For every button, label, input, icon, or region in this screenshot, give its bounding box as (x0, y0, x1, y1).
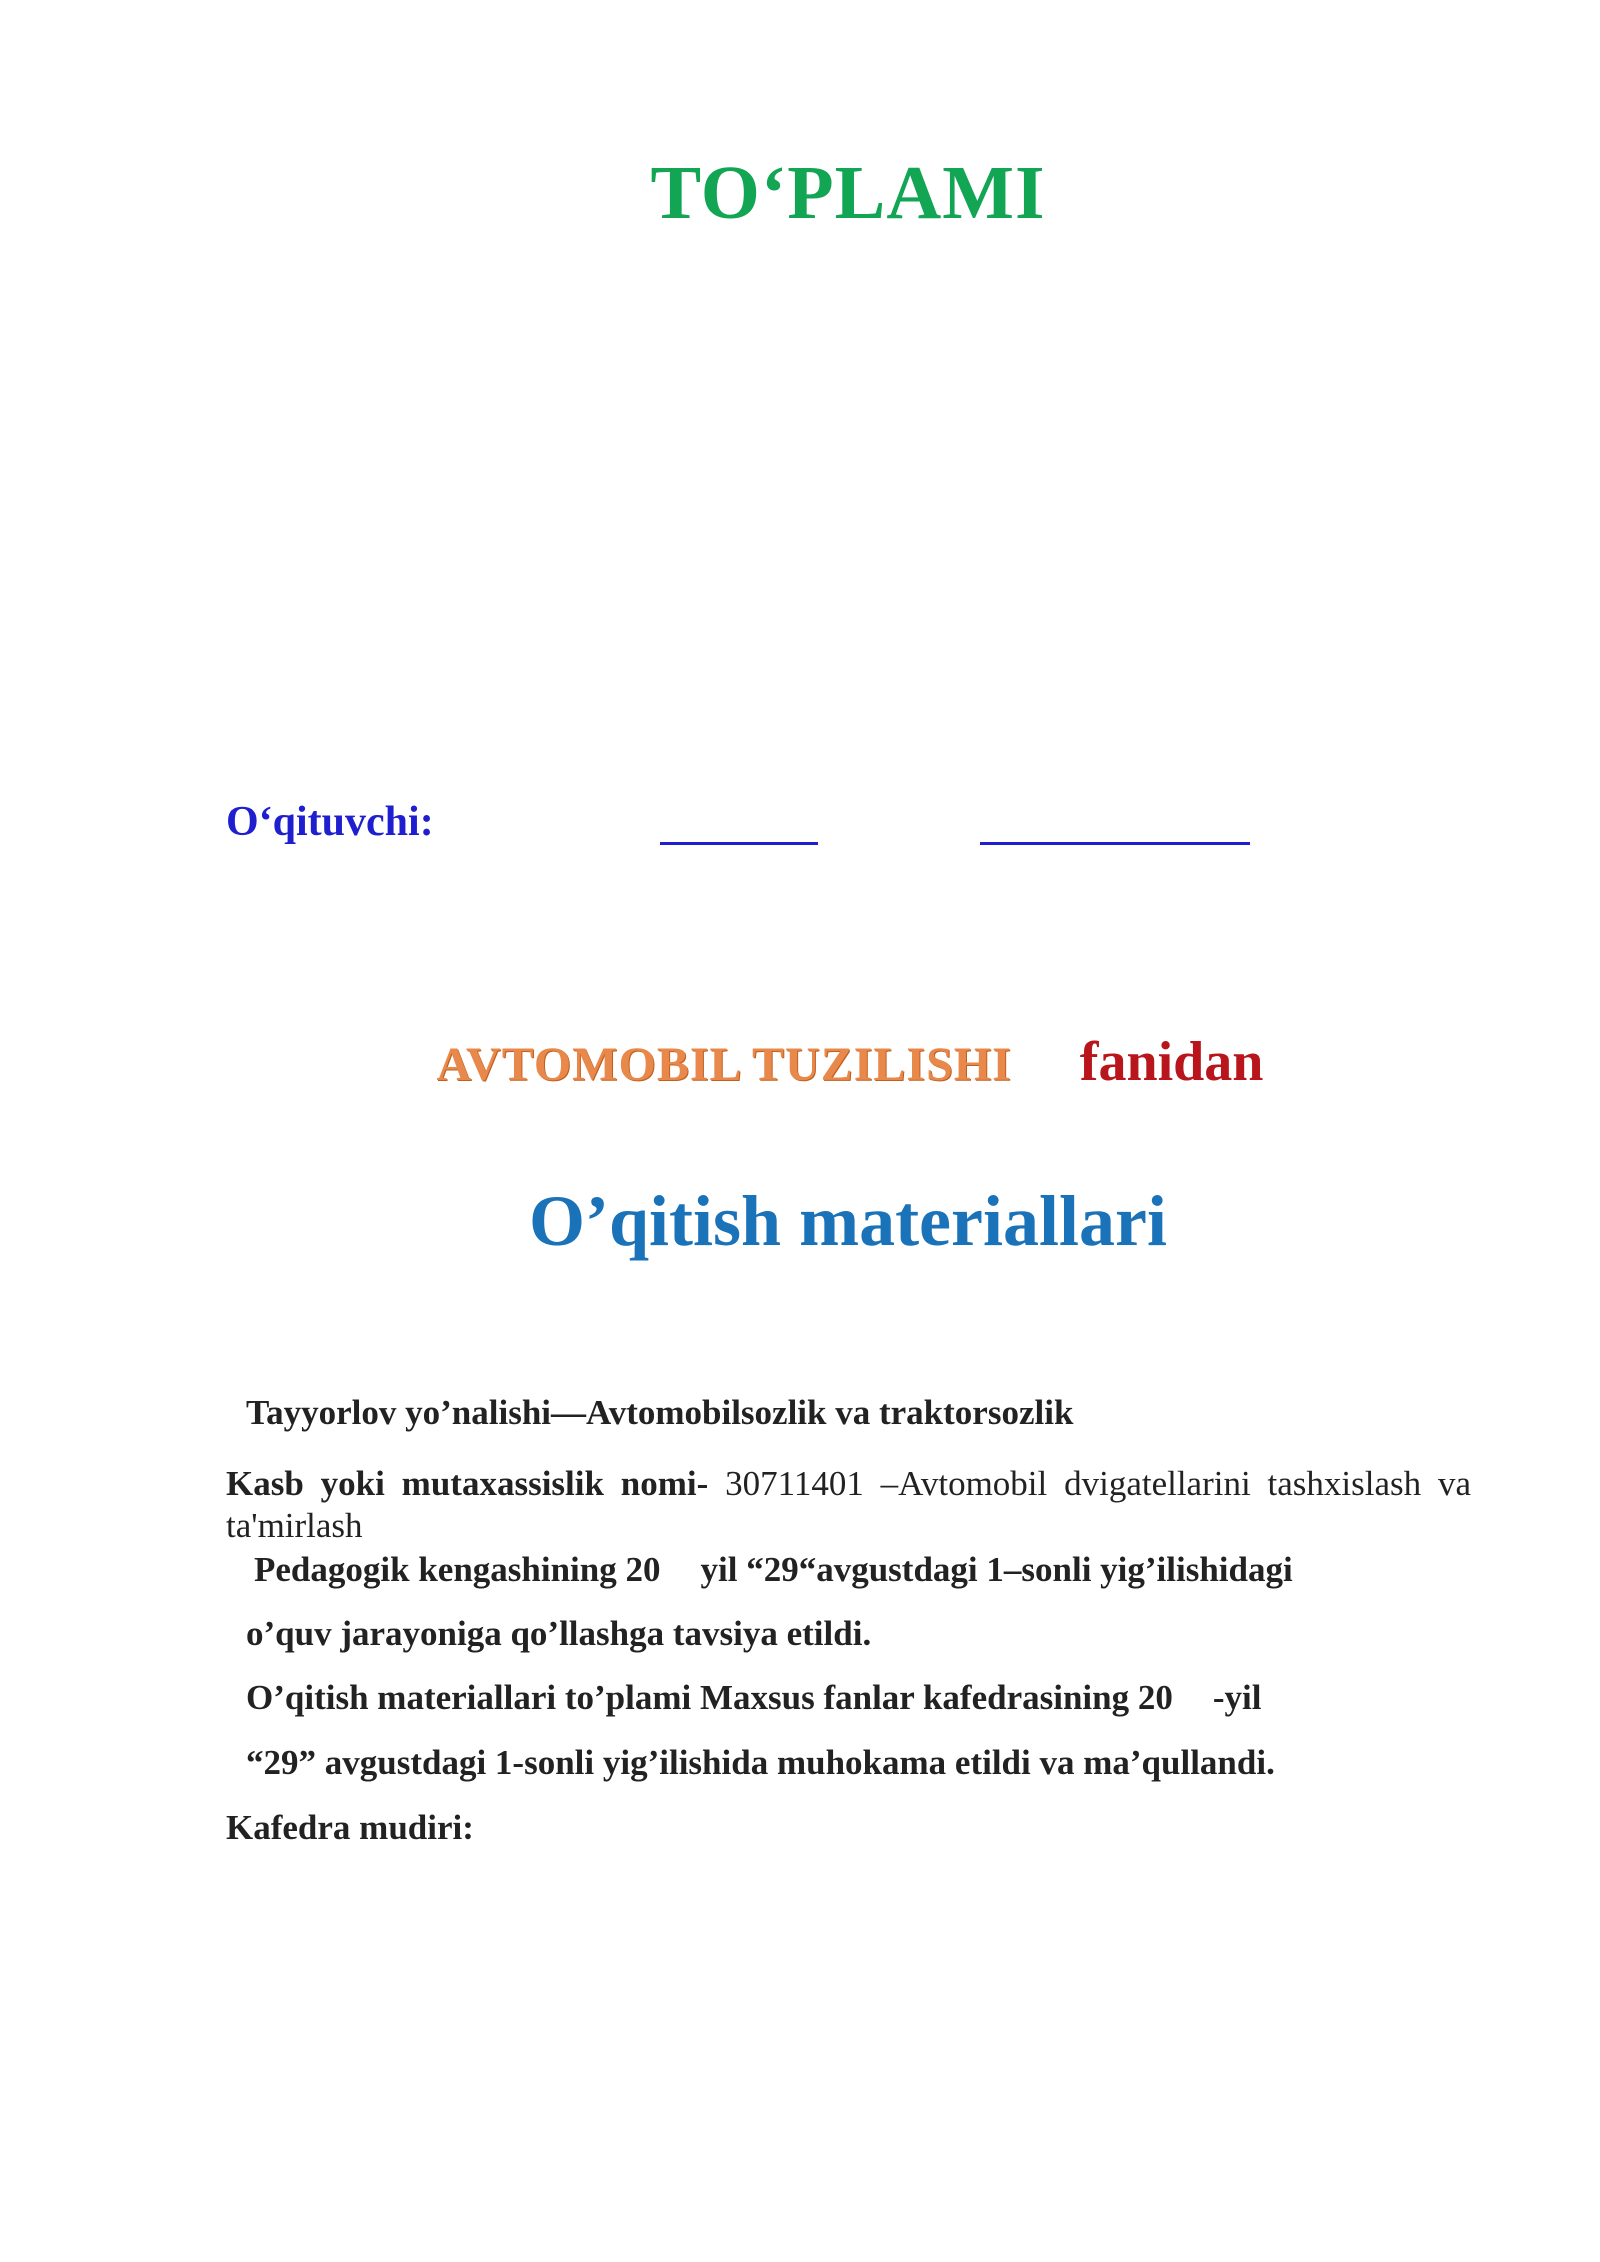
collection-line (246, 1678, 1261, 1718)
approval-line: “29” avgustdagi 1-sonli yig’ilishida muhokama etildi va ma’qullandi. (246, 1743, 1275, 1782)
council-text-a: Pedagogik kengashining 20 (254, 1550, 661, 1589)
department-head-label: Kafedra mudiri: (226, 1808, 474, 1847)
specialty-value: 30711401 –Avtomobil dvigatellarini tashxislash va ta'mirlash (226, 1464, 1472, 1545)
page-title: TO‘PLAMI (650, 151, 1046, 235)
collection-text-b: -yil (1212, 1678, 1262, 1717)
council-line (254, 1550, 1293, 1590)
subject-line (0, 1030, 1600, 1094)
subject-suffix: fanidan (1079, 1031, 1264, 1093)
direction-line: Tayyorlov yo’nalishi—Avtomobilsozlik va traktorsozlik (246, 1393, 1074, 1432)
council-text-b: yil “29“avgustdagi 1–sonli yig’ilishidagi (700, 1550, 1293, 1589)
teacher-blank-line-short (660, 842, 818, 845)
specialty-line (226, 1463, 1471, 1547)
teacher-blank-line-long (980, 842, 1250, 845)
teacher-label: O‘qituvchi: (226, 799, 434, 845)
subject-name: AVTOMOBIL TUZILISHI (436, 1038, 1012, 1091)
materials-heading: O’qitish materiallari (529, 1181, 1167, 1261)
specialty-label: Kasb yoki mutaxassislik nomi- (226, 1464, 709, 1503)
recommend-line: o’quv jarayoniga qo’llashga tavsiya etildi. (246, 1614, 872, 1653)
collection-text-a: O’qitish materiallari to’plami Maxsus fanlar kafedrasining 20 (246, 1678, 1173, 1717)
